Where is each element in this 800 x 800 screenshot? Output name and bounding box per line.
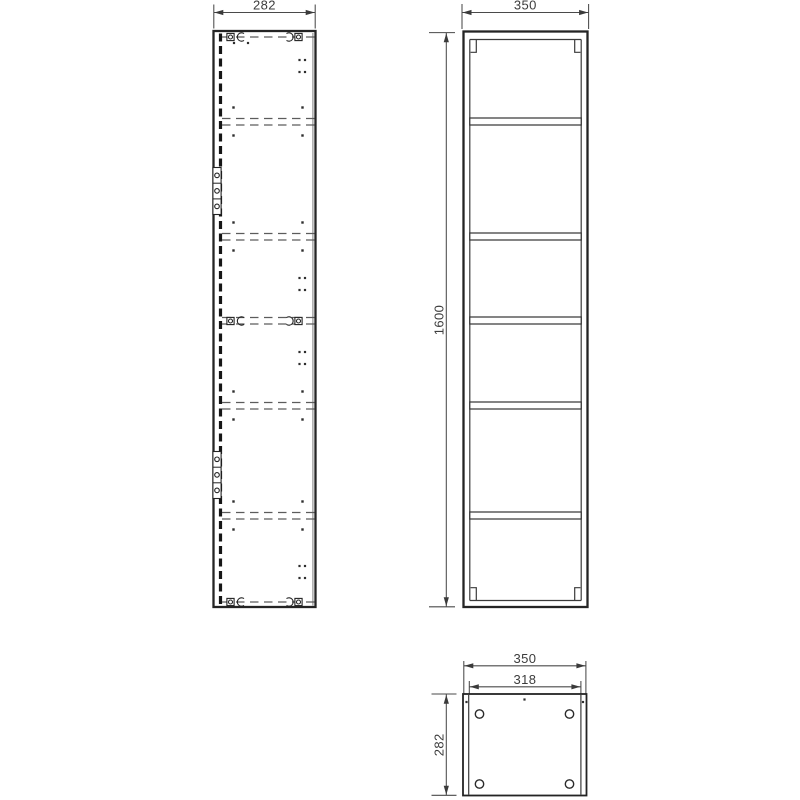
hinge-symbol-top — [213, 168, 221, 215]
bottom-inner-width-label: 318 — [513, 672, 537, 687]
side-width-label: 282 — [253, 0, 276, 13]
bottom-depth-label: 282 — [431, 733, 447, 757]
bottom-depth-dimension — [432, 694, 457, 795]
arrowhead-left — [464, 663, 473, 668]
hinge-symbol-bottom — [213, 452, 221, 499]
bottom-width-label: 350 — [513, 651, 537, 666]
front-width-label: 350 — [513, 0, 537, 13]
arrowhead-up — [444, 33, 449, 42]
arrowhead-left — [214, 10, 223, 15]
arrowhead-right — [306, 10, 315, 15]
arrowhead-left — [463, 10, 472, 15]
side-width-dimension — [214, 0, 315, 29]
bottom-view — [432, 651, 587, 796]
arrowhead-down — [444, 786, 449, 795]
arrowhead-up — [444, 695, 449, 704]
front-width-dimension — [462, 0, 589, 29]
front-view — [429, 0, 589, 607]
arrowhead-right — [571, 684, 580, 689]
arrowhead-left — [470, 684, 479, 689]
side-view — [213, 0, 316, 607]
height-label: 1600 — [431, 304, 447, 336]
arrowhead-down — [444, 597, 449, 606]
arrowhead-right — [579, 10, 588, 15]
arrowhead-right — [576, 663, 585, 668]
bottom-inner-width-dimension — [469, 672, 581, 694]
height-dimension — [429, 33, 455, 607]
